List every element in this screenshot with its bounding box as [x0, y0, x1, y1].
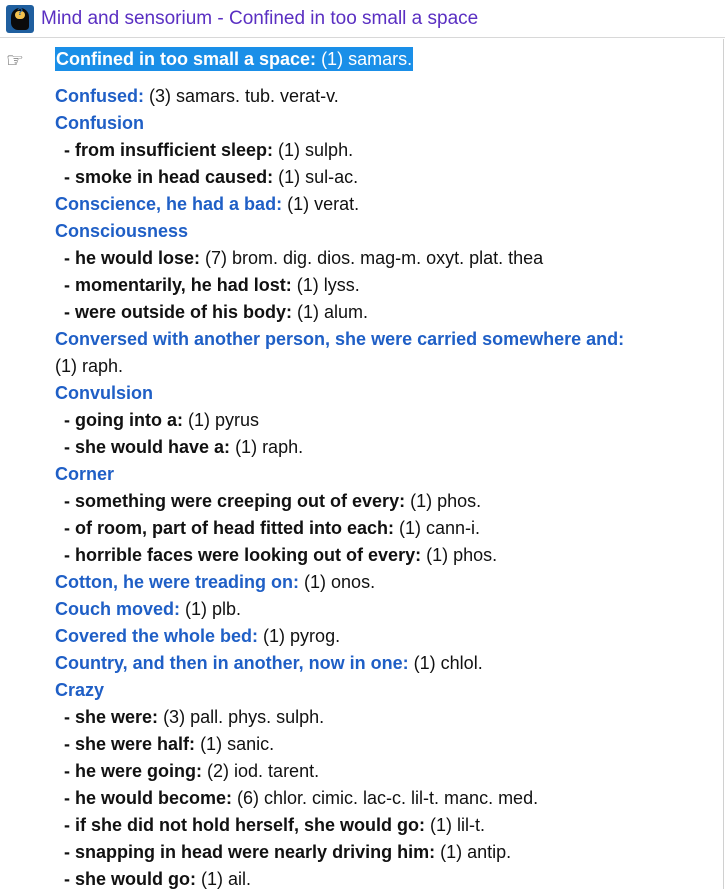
rubric-row[interactable]	[55, 85, 339, 107]
remedies-text: (3) samars. tub. verat-v.	[149, 86, 339, 106]
subrubric-label: - if she did not hold herself, she would go:	[64, 815, 425, 835]
subrubric-row[interactable]	[64, 517, 480, 539]
selected-rubric-row[interactable]	[55, 47, 413, 71]
pointing-hand-icon: ☞	[6, 50, 24, 72]
subrubric-label: - smoke in head caused:	[64, 167, 274, 187]
subrubric-label: - she were:	[64, 707, 159, 727]
remedies-text: (1) pyrus	[187, 410, 259, 430]
remedies-text: (1) verat.	[287, 194, 360, 214]
rubric-row[interactable]	[55, 112, 144, 134]
remedies-text: (1) onos.	[304, 572, 376, 592]
brain-head-icon: ?	[6, 5, 34, 33]
selected-rubric-remedies: (1) samars.	[321, 49, 413, 69]
rubric-label: Confused:	[55, 86, 144, 106]
remedies-text: (1) cann-i.	[399, 518, 481, 538]
remedies-text: (1) phos.	[426, 545, 498, 565]
rubric-label: Crazy	[55, 680, 105, 700]
remedies-text: (1) pyrog.	[263, 626, 341, 646]
rubric-label: Conversed with another person, she were carried somewhere and:	[55, 329, 625, 349]
subrubric-row[interactable]	[64, 409, 259, 431]
remedies-text: (1) ail.	[201, 869, 252, 889]
rubric-label: Couch moved:	[55, 599, 181, 619]
window-title: Mind and sensorium - Confined in too small a space	[41, 8, 479, 29]
rubric-label: Conscience, he had a bad:	[55, 194, 283, 214]
rubric-row[interactable]	[55, 463, 114, 485]
rubric-label: Covered the whole bed:	[55, 626, 259, 646]
subrubric-row[interactable]	[64, 301, 368, 323]
subrubric-row[interactable]	[64, 166, 358, 188]
rubric-row[interactable]	[55, 193, 359, 215]
title-bar	[0, 0, 725, 38]
subrubric-row[interactable]	[64, 733, 274, 755]
subrubric-label: - snapping in head were nearly driving him:	[64, 842, 436, 862]
subrubric-row[interactable]	[64, 868, 251, 889]
subrubric-label: - from insufficient sleep:	[64, 140, 274, 160]
selected-rubric-label: Confined in too small a space:	[56, 49, 317, 69]
rubric-label: Cotton, he were treading on:	[55, 572, 300, 592]
subrubric-label: - going into a:	[64, 410, 183, 430]
subrubric-row[interactable]	[64, 436, 303, 458]
subrubric-row[interactable]	[64, 814, 485, 836]
subrubric-row[interactable]	[64, 544, 497, 566]
remedies-text: (1) lil-t.	[430, 815, 486, 835]
rubric-label: Corner	[55, 464, 115, 484]
rubric-row[interactable]	[55, 220, 188, 242]
remedies-text: (1) lyss.	[296, 275, 360, 295]
remedies-text: (1) chlol.	[413, 653, 483, 673]
remedies-text: (1) phos.	[410, 491, 482, 511]
remedies-text: (2) iod. tarent.	[207, 761, 320, 781]
remedies-text: (1) raph.	[55, 356, 124, 376]
continuation-row[interactable]	[55, 355, 123, 377]
rubric-row[interactable]	[55, 571, 375, 593]
repertory-list[interactable]	[0, 39, 724, 889]
subrubric-row[interactable]	[64, 706, 324, 728]
rubric-row[interactable]	[55, 382, 153, 404]
rubric-row[interactable]	[55, 598, 241, 620]
remedies-text: (1) raph.	[235, 437, 304, 457]
partially-visible-row	[0, 39, 723, 41]
subrubric-label: - horrible faces were looking out of every:	[64, 545, 422, 565]
subrubric-row[interactable]	[64, 760, 319, 782]
subrubric-row[interactable]	[64, 841, 511, 863]
remedies-text: (7) brom. dig. dios. mag-m. oxyt. plat. thea	[205, 248, 544, 268]
subrubric-row[interactable]	[64, 274, 360, 296]
rubric-row[interactable]	[55, 652, 483, 674]
rubric-label: Country, and then in another, now in one:	[55, 653, 409, 673]
subrubric-label: - he would lose:	[64, 248, 201, 268]
subrubric-label: - momentarily, he had lost:	[64, 275, 292, 295]
remedies-text: (1) sulph.	[278, 140, 354, 160]
remedies-text: (1) plb.	[185, 599, 242, 619]
subrubric-label: - something were creeping out of every:	[64, 491, 406, 511]
subrubric-label: - were outside of his body:	[64, 302, 293, 322]
remedies-text: (1) antip.	[440, 842, 512, 862]
rubric-label: Confusion	[55, 113, 144, 133]
subrubric-row[interactable]	[64, 787, 538, 809]
remedies-text: (6) chlor. cimic. lac-c. lil-t. manc. med.	[237, 788, 539, 808]
subrubric-label: - she were half:	[64, 734, 196, 754]
subrubric-label: - she would go:	[64, 869, 196, 889]
subrubric-row[interactable]	[64, 247, 543, 269]
remedies-text: (3) pall. phys. sulph.	[163, 707, 325, 727]
subrubric-label: - he were going:	[64, 761, 203, 781]
rubric-row[interactable]	[55, 328, 624, 350]
rubric-label: Convulsion	[55, 383, 153, 403]
subrubric-row[interactable]	[64, 490, 481, 512]
subrubric-label: - of room, part of head fitted into each:	[64, 518, 394, 538]
subrubric-label: - she would have a:	[64, 437, 231, 457]
subrubric-row[interactable]	[64, 139, 353, 161]
remedies-text: (1) alum.	[297, 302, 369, 322]
rubric-row[interactable]	[55, 625, 340, 647]
rubric-row[interactable]	[55, 679, 104, 701]
rubric-label: Consciousness	[55, 221, 189, 241]
remedies-text: (1) sul-ac.	[278, 167, 359, 187]
subrubric-label: - he would become:	[64, 788, 233, 808]
remedies-text: (1) sanic.	[200, 734, 275, 754]
